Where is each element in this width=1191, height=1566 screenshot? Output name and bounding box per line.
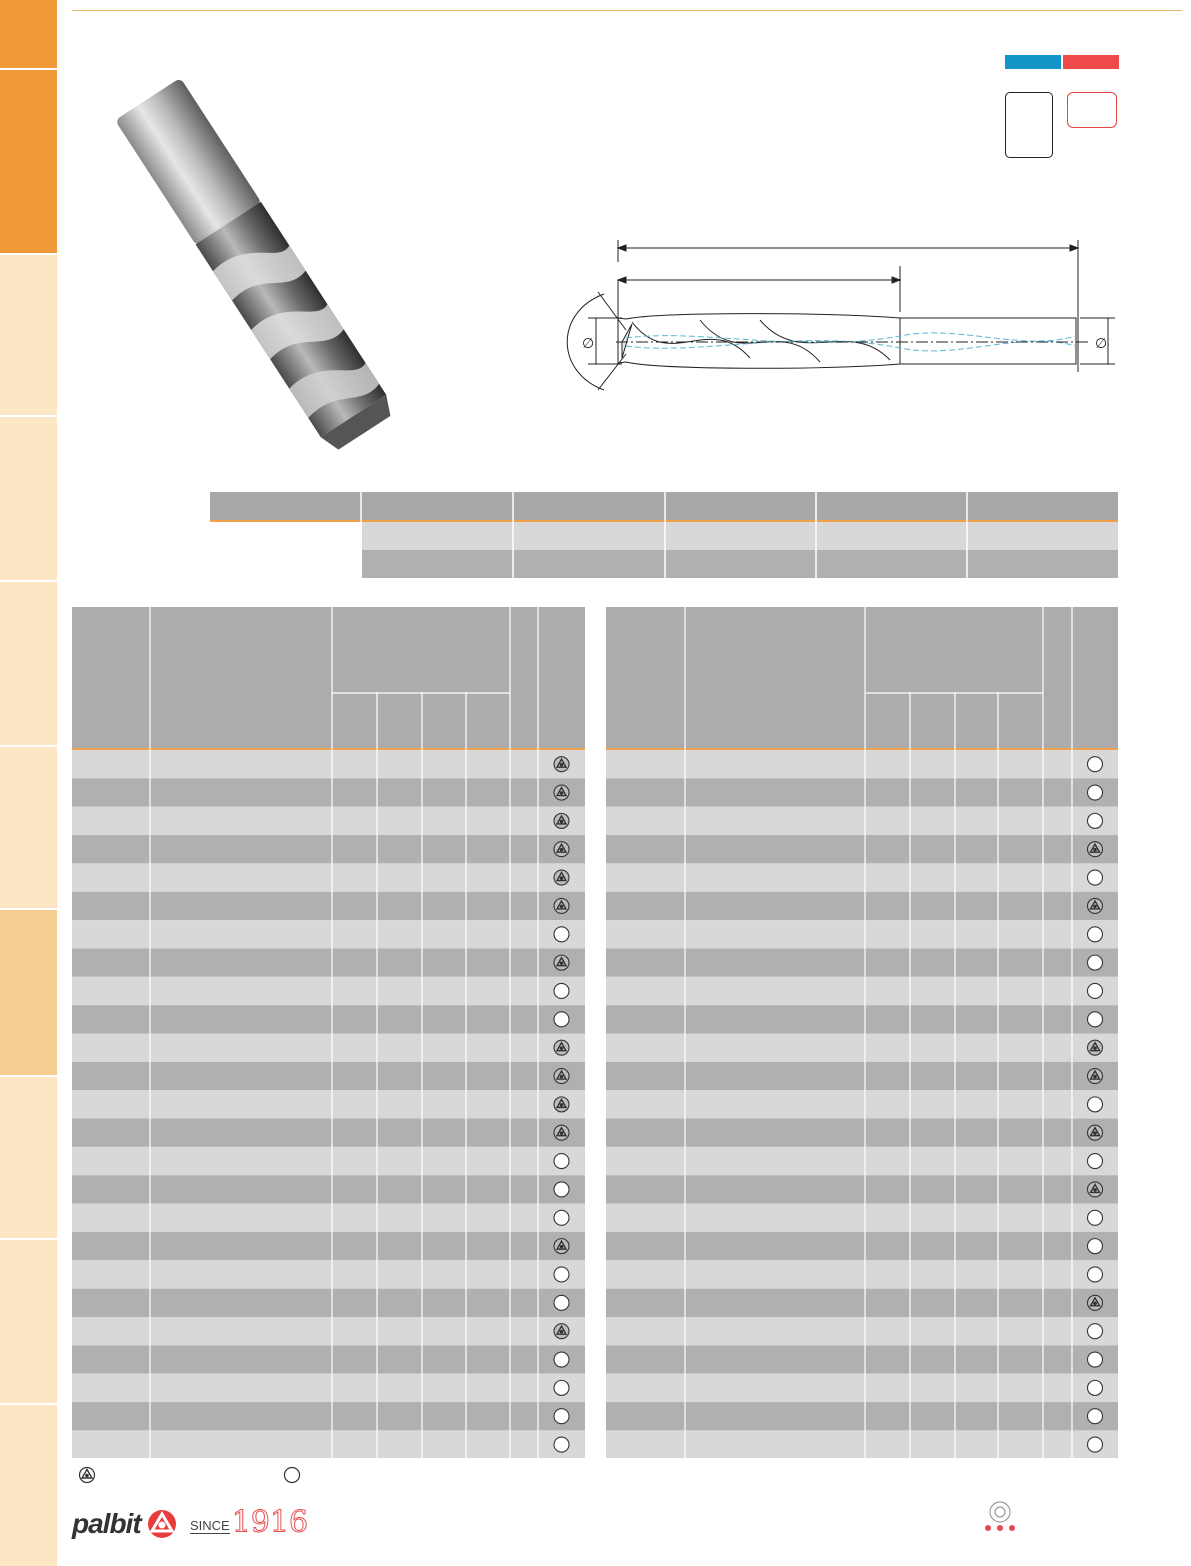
right-table-row (606, 1204, 1118, 1232)
drill-depth-box (1005, 92, 1053, 158)
left-grid-svg (72, 607, 585, 1458)
palbit-stock-icon (554, 1069, 569, 1084)
svg-text:∅: ∅ (582, 336, 595, 352)
cutting-data-table (210, 492, 1118, 578)
palbit-stock-icon (554, 1125, 569, 1140)
palbit-stock-icon (554, 955, 569, 970)
on-request-circle-icon (1088, 955, 1103, 970)
on-request-circle-icon (554, 1409, 569, 1424)
on-request-circle-icon (1088, 1210, 1103, 1225)
on-request-circle-icon (554, 1182, 569, 1197)
right-table-row (606, 1090, 1118, 1118)
sidebar-tab-3[interactable] (0, 255, 57, 417)
on-request-circle-icon (554, 983, 569, 998)
palbit-stock-icon (554, 1040, 569, 1055)
on-request-circle-icon (1088, 1380, 1103, 1395)
left-table-row (72, 948, 585, 976)
palbit-logo (72, 1508, 177, 1540)
coolant-box (1067, 92, 1117, 128)
right-table-row (606, 1232, 1118, 1260)
technical-drawing (560, 232, 1120, 402)
right-header-rule (606, 748, 1118, 750)
right-table-row (606, 863, 1118, 891)
on-request-circle-icon (554, 1380, 569, 1395)
on-request-circle-icon (554, 1295, 569, 1310)
left-table-row (72, 750, 585, 778)
right-header (606, 607, 1118, 748)
left-table-row (72, 863, 585, 891)
sidebar-tab-1[interactable] (0, 0, 57, 70)
left-table-row (72, 1232, 585, 1260)
on-request-circle-icon (1088, 813, 1103, 828)
on-request-circle-icon (554, 1012, 569, 1027)
left-table-row (72, 835, 585, 863)
material-badges (1005, 55, 1120, 165)
material-badge-p (1005, 55, 1061, 69)
palbit-stock-icon (1088, 842, 1103, 857)
right-table-row (606, 1260, 1118, 1288)
left-header (72, 607, 585, 748)
sidebar-tab-8[interactable] (0, 1077, 57, 1240)
sidebar-tab-2[interactable] (0, 70, 57, 255)
on-request-circle-icon (554, 1154, 569, 1169)
left-table-row (72, 1317, 585, 1345)
palbit-stock-icon (554, 1239, 569, 1254)
palbit-stock-icon (554, 813, 569, 828)
right-table-row (606, 1317, 1118, 1345)
left-table-row (72, 1062, 585, 1090)
on-request-circle-icon (1088, 1154, 1103, 1169)
since-year: 1916 (231, 1505, 309, 1540)
on-request-circle-icon (1088, 1409, 1103, 1424)
right-table-row (606, 1175, 1118, 1203)
palbit-stock-icon (1088, 1069, 1103, 1084)
right-table-row (606, 977, 1118, 1005)
drill-photo (60, 58, 480, 458)
palbit-emblem-icon (147, 1509, 177, 1539)
since-label: SINCE (190, 1518, 230, 1533)
right-table-row (606, 807, 1118, 835)
left-header-rule (72, 748, 585, 750)
left-table-row (72, 977, 585, 1005)
on-request-circle-icon (554, 1267, 569, 1282)
palbit-stock-icon (1088, 1040, 1103, 1055)
on-request-legend-icon (283, 1466, 301, 1484)
left-table-row (72, 1204, 585, 1232)
stock-legend-icon (78, 1466, 96, 1484)
right-table-row (606, 1402, 1118, 1430)
right-table-row (606, 1005, 1118, 1033)
left-table-row (72, 1147, 585, 1175)
left-table-row (72, 1430, 585, 1458)
on-request-circle-icon (554, 927, 569, 942)
material-groups-emblem-icon (980, 1500, 1020, 1536)
left-table-row (72, 1090, 585, 1118)
palbit-stock-icon (1088, 1295, 1103, 1310)
on-request-circle-icon (554, 1210, 569, 1225)
left-table-row (72, 1289, 585, 1317)
on-request-circle-icon (1088, 927, 1103, 942)
material-badge-s (1063, 55, 1119, 69)
left-table-row (72, 920, 585, 948)
sidebar-tab-4[interactable] (0, 417, 57, 582)
right-table-row (606, 778, 1118, 806)
left-table-row (72, 1402, 585, 1430)
on-request-circle-icon (1088, 1012, 1103, 1027)
sidebar-tab-7-active[interactable] (0, 910, 57, 1077)
on-request-circle-icon (554, 1352, 569, 1367)
on-request-circle-icon (1088, 1352, 1103, 1367)
left-table-row (72, 1260, 585, 1288)
left-table-row (72, 1345, 585, 1373)
right-table-row (606, 1062, 1118, 1090)
on-request-circle-icon (1088, 983, 1103, 998)
palbit-stock-icon (554, 870, 569, 885)
left-table-row (72, 1119, 585, 1147)
on-request-circle-icon (1088, 870, 1103, 885)
left-table-row (72, 1175, 585, 1203)
sidebar-tab-10[interactable] (0, 1405, 57, 1566)
left-table-row (72, 807, 585, 835)
on-request-circle-icon (554, 1437, 569, 1452)
on-request-circle-icon (1088, 1437, 1103, 1452)
right-table-row (606, 1430, 1118, 1458)
product-table-right (606, 607, 1118, 1458)
svg-text:∅: ∅ (1095, 336, 1108, 352)
header-rule (72, 10, 1182, 11)
sidebar-tab-5[interactable] (0, 582, 57, 747)
right-table-row (606, 1345, 1118, 1373)
palbit-stock-icon (554, 842, 569, 857)
product-table-left (72, 607, 585, 1458)
right-table-row (606, 1147, 1118, 1175)
on-request-circle-icon (1088, 757, 1103, 772)
on-request-circle-icon (1088, 1267, 1103, 1282)
on-request-circle-icon (1088, 1239, 1103, 1254)
on-request-circle-icon (1088, 1097, 1103, 1112)
left-table-row (72, 778, 585, 806)
sidebar-tab-9[interactable] (0, 1240, 57, 1405)
left-table-row (72, 1034, 585, 1062)
since-1916-mark (190, 1505, 309, 1540)
right-table-row (606, 750, 1118, 778)
right-table-row (606, 1119, 1118, 1147)
on-request-circle-icon (1088, 785, 1103, 800)
palbit-logo-text: palbit (72, 1508, 141, 1539)
right-table-row (606, 892, 1118, 920)
palbit-stock-icon (554, 757, 569, 772)
palbit-stock-icon (554, 785, 569, 800)
sidebar-tab-6[interactable] (0, 747, 57, 910)
palbit-stock-icon (554, 1097, 569, 1112)
left-table-row (72, 1005, 585, 1033)
right-table-row (606, 1034, 1118, 1062)
chapter-sidebar (0, 0, 57, 1566)
right-table-row (606, 948, 1118, 976)
palbit-stock-icon (554, 1324, 569, 1339)
palbit-stock-icon (1088, 1182, 1103, 1197)
right-table-row (606, 1289, 1118, 1317)
right-table-row (606, 1374, 1118, 1402)
palbit-stock-icon (554, 898, 569, 913)
left-table-row (72, 1374, 585, 1402)
right-table-row (606, 920, 1118, 948)
right-grid-svg (606, 607, 1118, 1458)
right-table-row (606, 835, 1118, 863)
on-request-circle-icon (1088, 1324, 1103, 1339)
left-table-row (72, 892, 585, 920)
palbit-stock-icon (1088, 898, 1103, 913)
palbit-stock-icon (1088, 1125, 1103, 1140)
